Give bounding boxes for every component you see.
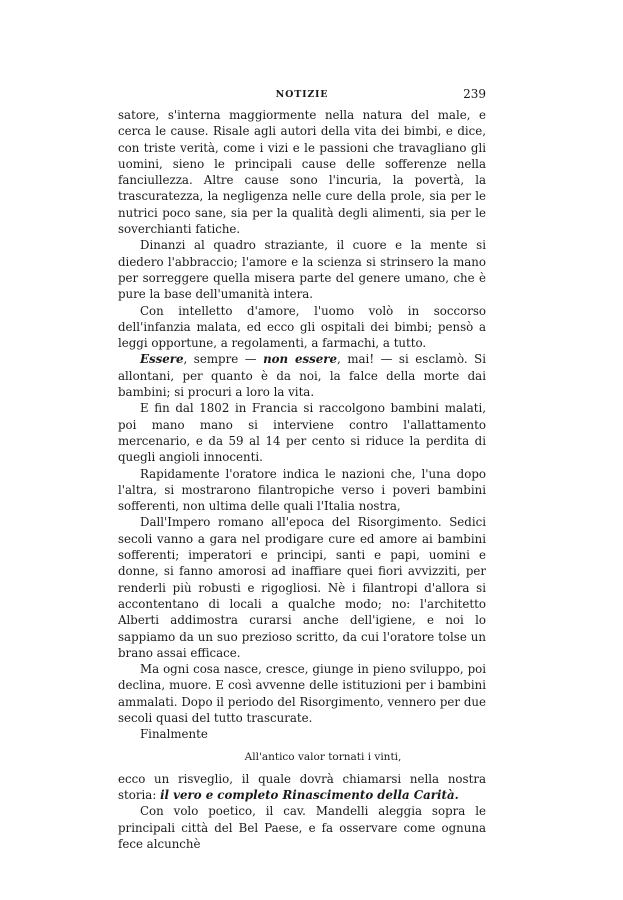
page-header xyxy=(118,89,486,105)
paragraph-10-text: ecco un risveglio, il quale dovrà chiamarsi nella nostra storia: xyxy=(118,771,486,803)
paragraph-11: Con volo poetico, il cav. Mandelli aleggia sopra le principali città del Bel Paese, e fa osservare come ognuna fece alcunchè xyxy=(118,804,486,852)
paragraph-8: Ma ogni cosa nasce, cresce, giunge in pieno sviluppo, poi declina, muore. E così avvenne delle istituzioni per i bambini ammalati. Dopo il periodo del Risorgimento, vennero per due secoli quasi del tutto trascurate. xyxy=(118,662,486,725)
paragraph-10 xyxy=(118,771,486,804)
emphasis-non-essere: non essere xyxy=(263,352,338,367)
running-title: NOTIZIE xyxy=(275,89,329,100)
paragraph-6: Rapidamente l'oratore indica le nazioni che, l'una dopo l'altra, si mostrarono filantropiche verso i poveri bambini sofferenti, non ultima delle quali l'Italia nostra, xyxy=(118,466,486,514)
paragraph-5: E fin dal 1802 in Francia si raccolgono bambini malati, poi mano mano si interviene contro l'allattamento mercenario, e da 59 al 14 per cento si riduce la perdita di quegli angioli innocenti. xyxy=(118,401,486,465)
paragraph-4 xyxy=(118,351,486,400)
page-number: 239 xyxy=(463,87,486,101)
emphasis-rinascimento: il vero e completo Rinascimento della Carità. xyxy=(160,788,459,803)
paragraph-1: satore, s'interna maggiormente nella natura del male, e cerca le cause. Risale agli autori della vita dei bimbi, e dice, con triste verità, come i vizi e le passioni che travagliano gli uomini, sieno le principali cause delle sofferenze nella fanciullezza. Altre cause sono l'incuria, la povertà, la trascuratezza, la negligenza nelle cure della prole, sia per le nutrici poco sane, sia per la qualità degli alimenti, sia per le soverchianti fatiche. xyxy=(118,108,486,237)
paragraph-4-text-1: , sempre — xyxy=(183,352,264,367)
paragraph-3: Con intelletto d'amore, l'uomo volò in soccorso dell'infanzia malata, ed ecco gli ospitali dei bimbi; pensò a leggi opportune, a regolamenti, a farmachi, a tutto. xyxy=(118,303,486,351)
verse-quote: All'antico valor tornati i vinti, xyxy=(244,750,402,763)
paragraph-4-text-2: , mai! — si esclamò. Si allontani, per quanto è da noi, la falce della morte dai bambini; si procuri a loro la vita. xyxy=(118,352,486,400)
paragraph-9: Finalmente xyxy=(140,727,208,742)
paragraph-7: Dall'Impero romano all'epoca del Risorgimento. Sedici secoli vanno a gara nel prodigare cure ed amore ai bambini sofferenti; imperatori e principi, santi e papi, uomini e donne, si fanno amorosi ad inaffiare quei fiori avvizziti, per renderli più robusti e rigogliosi. Nè i filantropi d'allora si accontentano di locali a qualche modo; no: l'architetto Alberti addimostra curarsi anche dell'igiene, e noi lo sappiamo da un suo prezioso scritto, da cui l'oratore tolse un brano assai efficace. xyxy=(118,515,486,660)
emphasis-essere: Essere xyxy=(140,352,184,367)
page-body xyxy=(118,107,486,852)
paragraph-2: Dinanzi al quadro straziante, il cuore e la mente si diedero l'abbraccio; l'amore e la scienza si strinsero la mano per sorreggere quella misera parte del genere umano, che è pure la base dell'umanità intera. xyxy=(118,238,486,302)
